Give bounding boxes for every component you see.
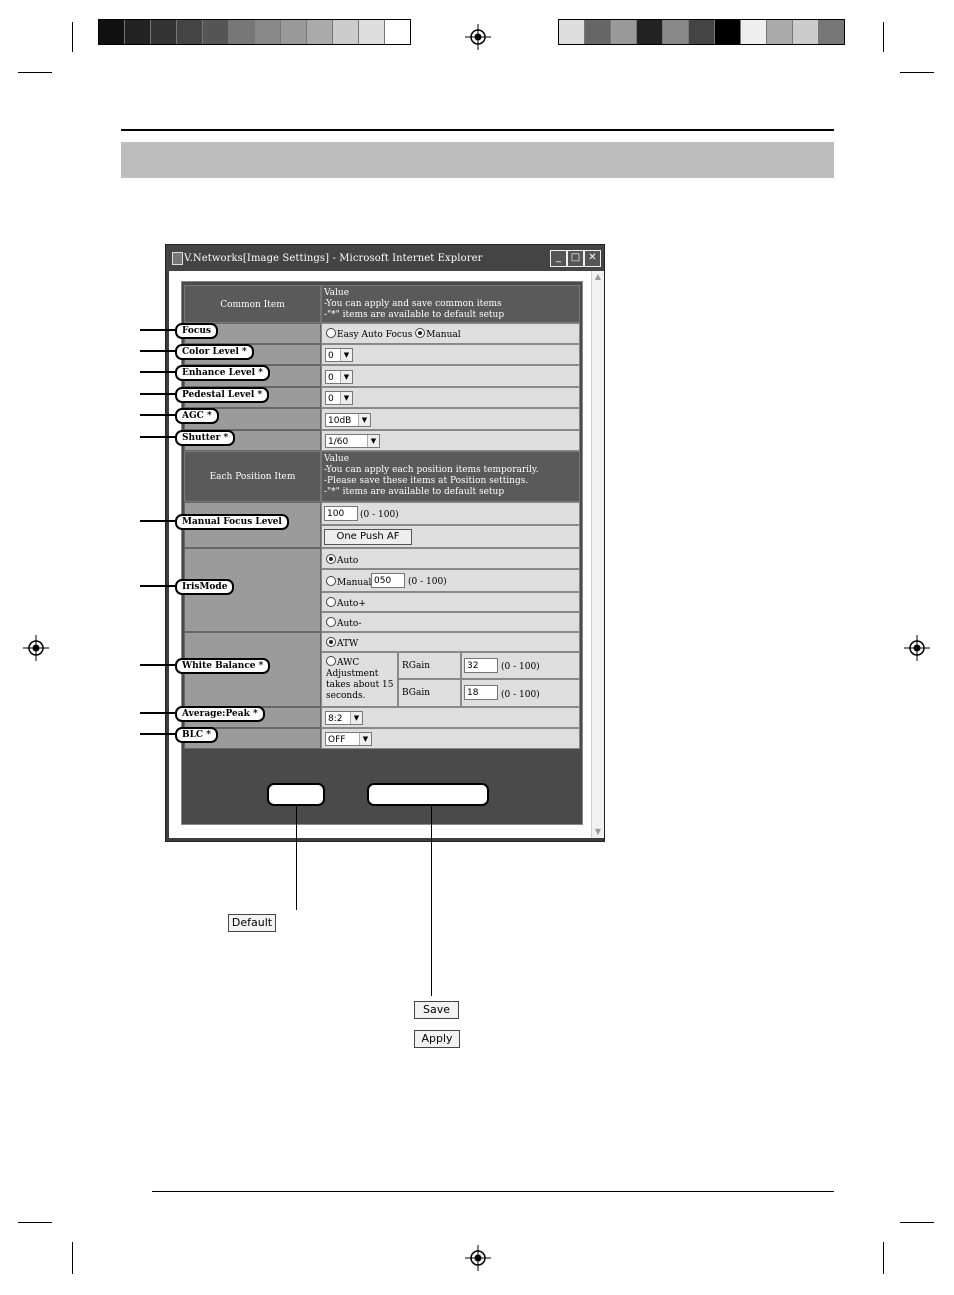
enhance-level-value: 0 (328, 373, 334, 383)
scroll-down-icon[interactable]: ▼ (594, 827, 602, 836)
iris-auto-label: Auto (337, 556, 359, 566)
position-value-line: -You can apply each position items temporarily. (324, 465, 539, 475)
crop-mark (18, 72, 52, 73)
chevron-down-icon: ▼ (340, 349, 352, 361)
default-pointer-line (296, 806, 297, 910)
iris-auto-radio[interactable] (326, 554, 336, 564)
wb-rgain-range: (0 - 100) (501, 662, 540, 672)
image-settings-panel (181, 281, 583, 825)
iris-auto-minus-label: Auto- (337, 619, 362, 629)
color-level-value: 0 (328, 351, 334, 361)
iris-mode-callout: IrisMode (175, 579, 234, 595)
chevron-down-icon: ▼ (367, 435, 379, 447)
iris-manual-range: (0 - 100) (408, 577, 447, 587)
shutter-value: 1/60 (328, 437, 349, 447)
wb-bgain-label: BGain (402, 688, 431, 698)
blc-callout: BLC * (175, 727, 218, 743)
blc-value: OFF (328, 735, 346, 745)
wb-awc-cell (321, 652, 398, 707)
average-peak-select[interactable] (325, 711, 363, 725)
common-value-line: Value (324, 288, 350, 298)
iris-manual-option (326, 576, 371, 588)
position-item-title: Each Position Item (209, 472, 296, 482)
wb-rgain-label-cell (398, 652, 461, 679)
enhance-level-select[interactable] (325, 370, 353, 384)
leader-line (140, 371, 175, 373)
pedestal-level-select[interactable] (325, 391, 353, 405)
registration-crosshair-icon (23, 635, 49, 661)
chevron-down-icon: ▼ (340, 371, 352, 383)
iris-manual-input[interactable]: 050 (371, 573, 405, 588)
header-rule (121, 129, 834, 131)
common-item-header (184, 285, 321, 323)
focus-manual-label: Manual (426, 330, 461, 340)
apply-save-callout (367, 783, 489, 806)
shutter-value-cell (321, 430, 580, 451)
default-button-callout (267, 783, 325, 806)
common-value-line: -You can apply and save common items (324, 299, 502, 309)
common-item-title: Common Item (220, 300, 285, 310)
iris-manual-label: Manual (337, 578, 372, 588)
pedestal-level-callout: Pedestal Level * (175, 387, 269, 403)
crop-mark (883, 1242, 884, 1274)
position-item-header (184, 451, 321, 502)
color-level-select[interactable] (325, 348, 353, 362)
agc-value-cell (321, 408, 580, 430)
one-push-af-cell (321, 525, 580, 548)
registration-crosshair-icon (465, 24, 491, 50)
iris-auto-plus-radio[interactable] (326, 597, 336, 607)
leader-line (140, 329, 175, 331)
focus-easy-auto-label: Easy Auto Focus (337, 330, 413, 340)
pedestal-level-value-cell (321, 387, 580, 408)
color-level-value-cell (321, 344, 580, 365)
position-value-line: -Please save these items at Position settings. (324, 476, 529, 486)
legend-save-button: Save (414, 1001, 459, 1019)
iris-manual-cell (321, 569, 580, 592)
crop-mark (900, 1222, 934, 1223)
chevron-down-icon: ▼ (359, 733, 371, 745)
iris-auto-minus-cell (321, 612, 580, 632)
minimize-button[interactable]: _ (550, 250, 567, 267)
agc-value: 10dB (328, 416, 352, 426)
chevron-down-icon: ▼ (358, 414, 370, 426)
leader-line (140, 393, 175, 395)
wb-bgain-label-cell (398, 679, 461, 707)
leader-line (140, 712, 175, 714)
ie-page-icon (172, 252, 183, 265)
close-button[interactable]: ✕ (584, 250, 601, 267)
iris-auto-minus-radio[interactable] (326, 617, 336, 627)
shutter-select[interactable] (325, 434, 380, 448)
agc-select[interactable] (325, 413, 371, 427)
wb-awc-note: Adjustment takes about 15 seconds. (326, 669, 394, 701)
wb-rgain-label: RGain (402, 661, 431, 671)
enhance-level-value-cell (321, 365, 580, 387)
wb-bgain-value-cell (461, 679, 580, 707)
leader-line (140, 733, 175, 735)
focus-value-cell (321, 323, 580, 344)
focus-callout: Focus (175, 323, 218, 339)
wb-awc-option (326, 656, 397, 669)
legend-default-button: Default (228, 914, 276, 932)
registration-crosshair-icon (904, 635, 930, 661)
wb-atw-cell (321, 632, 580, 652)
manual-focus-input[interactable]: 100 (324, 506, 358, 521)
iris-auto-plus-label: Auto+ (337, 599, 366, 609)
average-peak-callout: Average:Peak * (175, 706, 265, 722)
crop-mark (18, 1222, 52, 1223)
registration-crosshair-icon (465, 1245, 491, 1271)
leader-line (140, 436, 175, 438)
crop-mark (883, 22, 884, 52)
leader-line (140, 414, 175, 416)
focus-easy-auto-radio[interactable] (326, 328, 336, 338)
wb-atw-label: ATW (337, 639, 359, 649)
wb-awc-radio[interactable] (326, 656, 336, 666)
position-value-line: -"*" items are available to default setup (324, 487, 505, 497)
leader-line (140, 350, 175, 352)
wb-awc-label: AWC (337, 658, 360, 668)
leader-line (140, 585, 175, 587)
focus-manual-radio[interactable] (415, 328, 425, 338)
position-value-line: Value (324, 454, 350, 464)
leader-line (140, 664, 175, 666)
enhance-level-callout: Enhance Level * (175, 365, 270, 381)
iris-auto-cell (321, 548, 580, 569)
registration-color-bar-left (98, 19, 411, 45)
wb-atw-radio[interactable] (326, 637, 336, 647)
one-push-af-button[interactable]: One Push AF (324, 529, 412, 545)
wb-bgain-input[interactable]: 18 (464, 685, 498, 700)
chevron-down-icon: ▼ (350, 712, 362, 724)
position-value-header (321, 451, 580, 502)
crop-mark (72, 22, 73, 52)
wb-rgain-input[interactable]: 32 (464, 658, 498, 673)
manual-focus-value-cell (321, 502, 580, 525)
iris-auto-plus-cell (321, 592, 580, 612)
wb-rgain-value-cell (461, 652, 580, 679)
manual-focus-range: (0 - 100) (360, 510, 399, 520)
blc-select[interactable] (325, 732, 372, 746)
average-peak-value: 8:2 (328, 714, 343, 724)
window-title: V.Networks[Image Settings] - Microsoft Internet Explorer (184, 252, 483, 264)
shutter-callout: Shutter * (175, 430, 235, 446)
manual-focus-level-callout: Manual Focus Level (175, 514, 289, 530)
browser-window (165, 244, 605, 842)
agc-callout: AGC * (175, 408, 219, 424)
crop-mark (900, 72, 934, 73)
maximize-button[interactable]: □ (567, 250, 584, 267)
legend-apply-button: Apply (414, 1030, 460, 1048)
white-balance-callout: White Balance * (175, 658, 270, 674)
pedestal-level-value: 0 (328, 394, 334, 404)
footer-rule (152, 1191, 834, 1192)
common-value-header (321, 285, 580, 323)
common-value-line: -"*" items are available to default setup (324, 310, 505, 320)
apply-save-pointer-line (431, 806, 432, 996)
leader-line (140, 520, 175, 522)
scroll-up-icon[interactable]: ▲ (594, 272, 602, 281)
average-peak-value-cell (321, 707, 580, 728)
section-header-band (121, 142, 834, 178)
blc-value-cell (321, 728, 580, 749)
wb-bgain-range: (0 - 100) (501, 690, 540, 700)
registration-color-bar-right (558, 19, 845, 45)
vertical-scrollbar[interactable] (591, 271, 604, 838)
window-titlebar (166, 245, 604, 271)
iris-manual-radio[interactable] (326, 576, 336, 586)
chevron-down-icon: ▼ (340, 392, 352, 404)
color-level-callout: Color Level * (175, 344, 254, 360)
crop-mark (72, 1242, 73, 1274)
